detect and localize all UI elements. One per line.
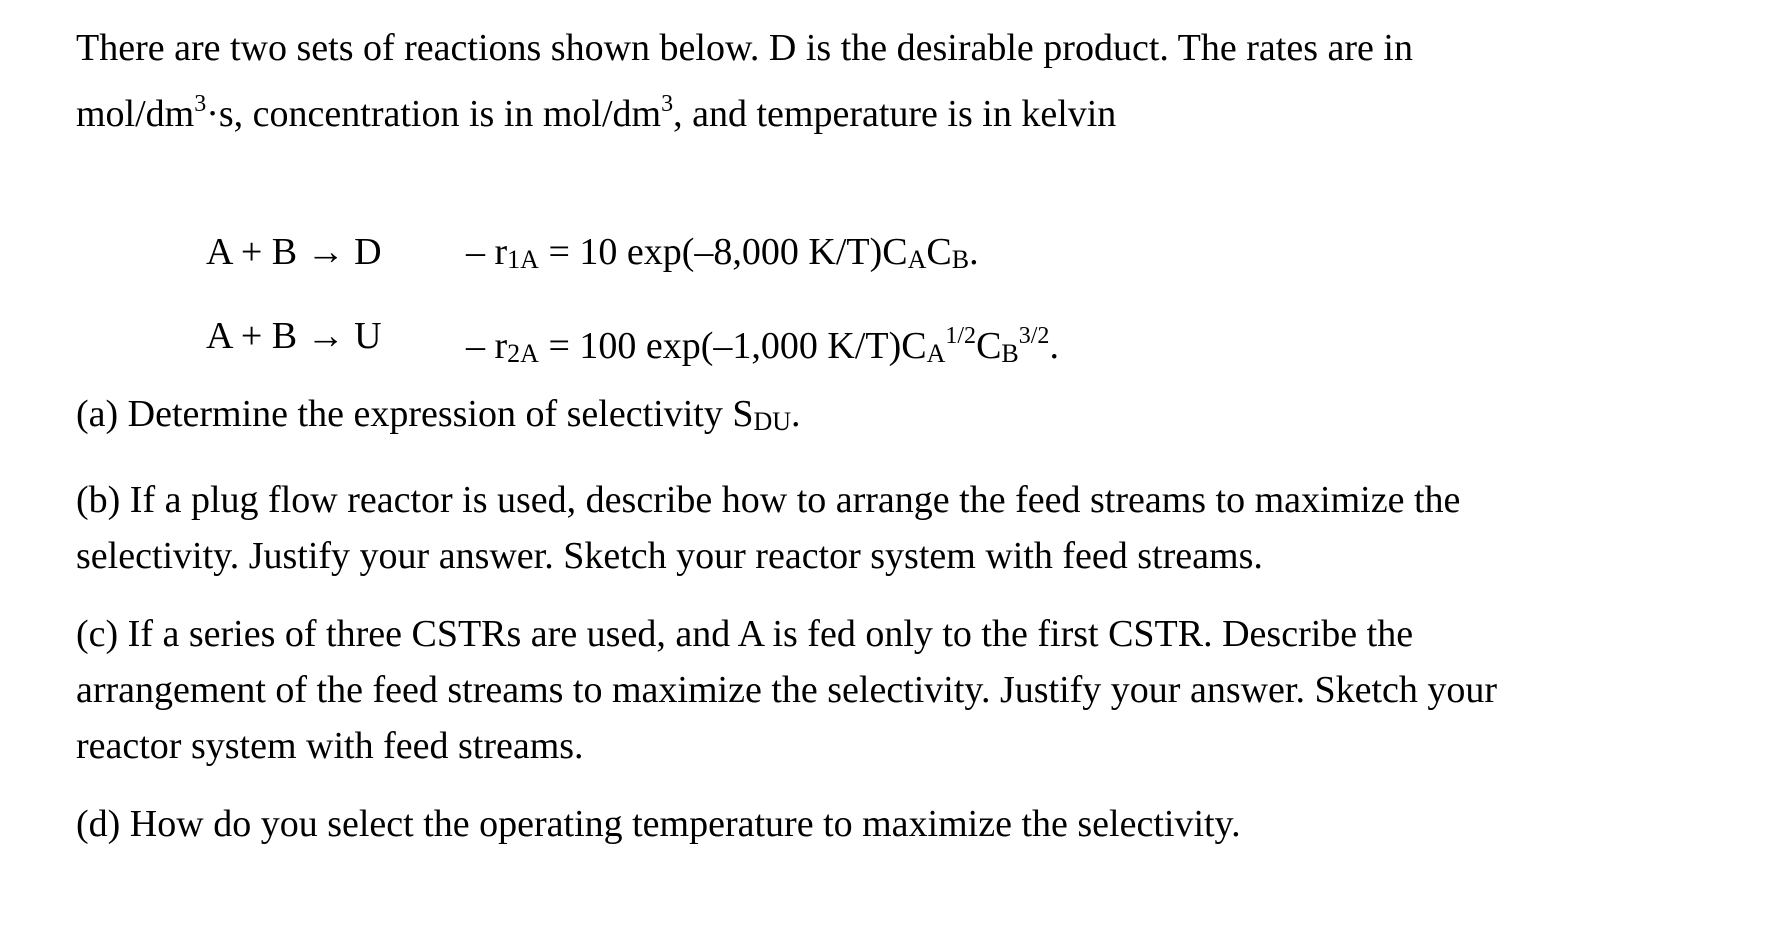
question-d bbox=[76, 796, 1726, 852]
rate-prefix: – r bbox=[466, 231, 508, 273]
rate-prefix: – r bbox=[466, 325, 508, 367]
question-c-line-3: reactor system with feed streams. bbox=[76, 725, 584, 767]
question-c-line-1: (c) If a series of three CSTRs are used, and A is fed only to the first CSTR. Describe the bbox=[76, 613, 1414, 655]
conc-symbol: C bbox=[976, 325, 1002, 367]
question-a-tail: . bbox=[791, 393, 801, 435]
rate-tail: . bbox=[1049, 325, 1059, 367]
reaction-2 bbox=[76, 294, 1726, 378]
conc-subscript: B bbox=[1001, 339, 1019, 368]
question-b-line-2: selectivity. Justify your answer. Sketch your reactor system with feed streams. bbox=[76, 535, 1263, 577]
rate-law bbox=[466, 210, 979, 302]
rate-expression: = 100 exp(–1,000 K/T)C bbox=[538, 325, 927, 367]
document bbox=[76, 20, 1726, 852]
rate-tail: . bbox=[969, 231, 979, 273]
selectivity-subscript: DU bbox=[753, 407, 792, 436]
conc-symbol: C bbox=[926, 231, 952, 273]
conc-subscript: A bbox=[907, 245, 927, 274]
question-b-line-1: (b) If a plug flow reactor is used, describe how to arrange the feed streams to maximize the bbox=[76, 479, 1461, 521]
intro-line-2-a: mol/dm bbox=[76, 93, 195, 135]
intro-line-1: There are two sets of reactions shown below. D is the desirable product. The rates are in bbox=[76, 27, 1413, 69]
question-d-line-1: (d) How do you select the operating temperature to maximize the selectivity. bbox=[76, 803, 1241, 845]
conc-exponent: 3/2 bbox=[1018, 323, 1050, 349]
question-b bbox=[76, 472, 1726, 584]
conc-subscript: A bbox=[926, 339, 946, 368]
reaction-1 bbox=[76, 210, 1726, 294]
superscript: 3 bbox=[194, 91, 207, 117]
rate-subscript: 1A bbox=[507, 245, 539, 274]
question-c-line-2: arrangement of the feed streams to maximize the selectivity. Justify your answer. Sketch your bbox=[76, 669, 1498, 711]
rate-subscript: 2A bbox=[507, 339, 539, 368]
intro-paragraph bbox=[76, 20, 1726, 142]
reaction-equation: A + B → D bbox=[206, 231, 382, 273]
rate-expression: = 10 exp(–8,000 K/T)C bbox=[538, 231, 908, 273]
intro-line-2-b: ·s, concentration is in mol/dm bbox=[206, 93, 662, 135]
superscript: 3 bbox=[661, 91, 674, 117]
question-a-text: (a) Determine the expression of selectivity S bbox=[76, 393, 754, 435]
intro-line-2-c: , and temperature is in kelvin bbox=[673, 93, 1117, 135]
conc-subscript: B bbox=[951, 245, 970, 274]
question-c bbox=[76, 606, 1726, 774]
conc-exponent: 1/2 bbox=[945, 323, 977, 349]
rate-law bbox=[466, 294, 1059, 396]
reaction-equation: A + B → U bbox=[206, 315, 382, 357]
